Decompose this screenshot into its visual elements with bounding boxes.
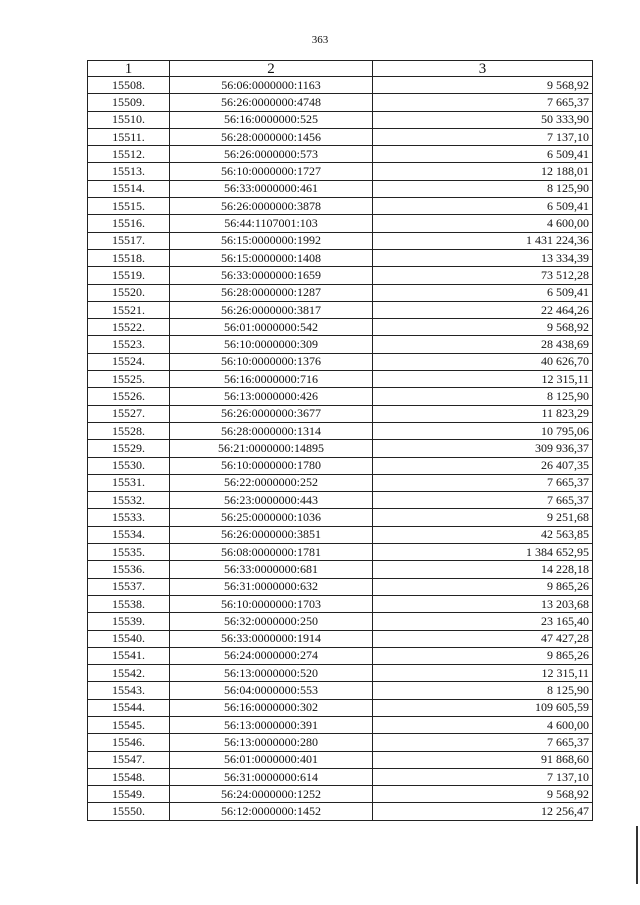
value-cell: 309 936,37 — [373, 440, 593, 457]
table-row — [88, 578, 593, 595]
column-header-2: 2 — [170, 61, 373, 77]
row-number-cell: 15511. — [88, 128, 170, 145]
row-number-cell: 15517. — [88, 232, 170, 249]
value-cell: 22 464,26 — [373, 301, 593, 318]
row-number-cell: 15550. — [88, 803, 170, 820]
cadastral-number-cell: 56:21:0000000:14895 — [170, 440, 373, 457]
row-number-cell: 15539. — [88, 613, 170, 630]
cadastral-number-cell: 56:16:0000000:302 — [170, 699, 373, 716]
value-cell: 7 665,37 — [373, 474, 593, 491]
cadastral-number-cell: 56:24:0000000:274 — [170, 647, 373, 664]
table-row — [88, 716, 593, 733]
row-number-cell: 15515. — [88, 198, 170, 215]
table-row — [88, 440, 593, 457]
row-number-cell: 15538. — [88, 595, 170, 612]
row-number-cell: 15532. — [88, 492, 170, 509]
row-number-cell: 15512. — [88, 146, 170, 163]
table-row — [88, 371, 593, 388]
row-number-cell: 15519. — [88, 267, 170, 284]
cadastral-number-cell: 56:33:0000000:461 — [170, 180, 373, 197]
table-row — [88, 734, 593, 751]
table-row — [88, 630, 593, 647]
row-number-cell: 15540. — [88, 630, 170, 647]
table-row — [88, 561, 593, 578]
row-number-cell: 15548. — [88, 768, 170, 785]
cadastral-number-cell: 56:28:0000000:1314 — [170, 422, 373, 439]
table-row — [88, 768, 593, 785]
value-cell: 9 865,26 — [373, 647, 593, 664]
value-cell: 6 509,41 — [373, 198, 593, 215]
table-row — [88, 595, 593, 612]
row-number-cell: 15527. — [88, 405, 170, 422]
value-cell: 12 315,11 — [373, 371, 593, 388]
cadastral-number-cell: 56:26:0000000:3851 — [170, 526, 373, 543]
table-row — [88, 353, 593, 370]
value-cell: 12 315,11 — [373, 665, 593, 682]
row-number-cell: 15514. — [88, 180, 170, 197]
row-number-cell: 15543. — [88, 682, 170, 699]
table-row — [88, 180, 593, 197]
value-cell: 13 203,68 — [373, 595, 593, 612]
row-number-cell: 15541. — [88, 647, 170, 664]
table-row — [88, 128, 593, 145]
table-row — [88, 474, 593, 491]
row-number-cell: 15534. — [88, 526, 170, 543]
table-row — [88, 267, 593, 284]
table-row — [88, 803, 593, 820]
row-number-cell: 15522. — [88, 319, 170, 336]
cadastral-number-cell: 56:10:0000000:1727 — [170, 163, 373, 180]
table-row — [88, 457, 593, 474]
row-number-cell: 15521. — [88, 301, 170, 318]
cadastral-number-cell: 56:44:1107001:103 — [170, 215, 373, 232]
cadastral-number-cell: 56:10:0000000:1780 — [170, 457, 373, 474]
value-cell: 7 137,10 — [373, 768, 593, 785]
table-row — [88, 699, 593, 716]
cadastral-number-cell: 56:26:0000000:3878 — [170, 198, 373, 215]
value-cell: 7 137,10 — [373, 128, 593, 145]
row-number-cell: 15526. — [88, 388, 170, 405]
table-row — [88, 336, 593, 353]
value-cell: 7 665,37 — [373, 734, 593, 751]
cadastral-number-cell: 56:01:0000000:542 — [170, 319, 373, 336]
value-cell: 73 512,28 — [373, 267, 593, 284]
value-cell: 8 125,90 — [373, 682, 593, 699]
table-row — [88, 198, 593, 215]
cadastral-number-cell: 56:08:0000000:1781 — [170, 544, 373, 561]
value-cell: 1 431 224,36 — [373, 232, 593, 249]
row-number-cell: 15547. — [88, 751, 170, 768]
value-cell: 13 334,39 — [373, 249, 593, 266]
cadastral-number-cell: 56:16:0000000:716 — [170, 371, 373, 388]
cadastral-number-cell: 56:26:0000000:4748 — [170, 94, 373, 111]
value-cell: 9 568,92 — [373, 786, 593, 803]
table-row — [88, 232, 593, 249]
row-number-cell: 15535. — [88, 544, 170, 561]
cadastral-number-cell: 56:26:0000000:3677 — [170, 405, 373, 422]
cadastral-number-cell: 56:10:0000000:1703 — [170, 595, 373, 612]
cadastral-number-cell: 56:26:0000000:573 — [170, 146, 373, 163]
cadastral-number-cell: 56:15:0000000:1408 — [170, 249, 373, 266]
row-number-cell: 15508. — [88, 77, 170, 94]
cadastral-number-cell: 56:28:0000000:1287 — [170, 284, 373, 301]
value-cell: 14 228,18 — [373, 561, 593, 578]
table-row — [88, 682, 593, 699]
table-row — [88, 146, 593, 163]
cadastral-number-cell: 56:31:0000000:632 — [170, 578, 373, 595]
cadastral-number-cell: 56:31:0000000:614 — [170, 768, 373, 785]
value-cell: 42 563,85 — [373, 526, 593, 543]
row-number-cell: 15523. — [88, 336, 170, 353]
table-row — [88, 544, 593, 561]
row-number-cell: 15513. — [88, 163, 170, 180]
value-cell: 4 600,00 — [373, 215, 593, 232]
cadastral-number-cell: 56:16:0000000:525 — [170, 111, 373, 128]
row-number-cell: 15518. — [88, 249, 170, 266]
table-row — [88, 786, 593, 803]
row-number-cell: 15529. — [88, 440, 170, 457]
table-row — [88, 111, 593, 128]
table-row — [88, 94, 593, 111]
value-cell: 6 509,41 — [373, 146, 593, 163]
table-row — [88, 492, 593, 509]
row-number-cell: 15524. — [88, 353, 170, 370]
row-number-cell: 15549. — [88, 786, 170, 803]
value-cell: 9 568,92 — [373, 77, 593, 94]
scan-edge-mark — [636, 826, 638, 884]
table-row — [88, 319, 593, 336]
row-number-cell: 15510. — [88, 111, 170, 128]
row-number-cell: 15509. — [88, 94, 170, 111]
table-row — [88, 301, 593, 318]
cadastral-number-cell: 56:33:0000000:681 — [170, 561, 373, 578]
table-row — [88, 751, 593, 768]
row-number-cell: 15536. — [88, 561, 170, 578]
cadastral-number-cell: 56:24:0000000:1252 — [170, 786, 373, 803]
table-row — [88, 509, 593, 526]
value-cell: 50 333,90 — [373, 111, 593, 128]
table-row — [88, 422, 593, 439]
row-number-cell: 15530. — [88, 457, 170, 474]
cadastral-number-cell: 56:32:0000000:250 — [170, 613, 373, 630]
column-header-1: 1 — [88, 61, 170, 77]
table-row — [88, 647, 593, 664]
page-number: 363 — [311, 34, 329, 46]
row-number-cell: 15516. — [88, 215, 170, 232]
cadastral-number-cell: 56:13:0000000:520 — [170, 665, 373, 682]
cadastral-number-cell: 56:13:0000000:391 — [170, 716, 373, 733]
row-number-cell: 15520. — [88, 284, 170, 301]
table-row — [88, 77, 593, 94]
row-number-cell: 15531. — [88, 474, 170, 491]
table-body — [88, 77, 593, 821]
register-table — [87, 60, 593, 821]
row-number-cell: 15545. — [88, 716, 170, 733]
value-cell: 28 438,69 — [373, 336, 593, 353]
column-header-3: 3 — [373, 61, 593, 77]
cadastral-number-cell: 56:28:0000000:1456 — [170, 128, 373, 145]
cadastral-number-cell: 56:22:0000000:252 — [170, 474, 373, 491]
row-number-cell: 15537. — [88, 578, 170, 595]
row-number-cell: 15542. — [88, 665, 170, 682]
value-cell: 47 427,28 — [373, 630, 593, 647]
value-cell: 8 125,90 — [373, 388, 593, 405]
value-cell: 26 407,35 — [373, 457, 593, 474]
value-cell: 40 626,70 — [373, 353, 593, 370]
cadastral-number-cell: 56:12:0000000:1452 — [170, 803, 373, 820]
value-cell: 91 868,60 — [373, 751, 593, 768]
table-row — [88, 665, 593, 682]
cadastral-number-cell: 56:26:0000000:3817 — [170, 301, 373, 318]
row-number-cell: 15533. — [88, 509, 170, 526]
value-cell: 4 600,00 — [373, 716, 593, 733]
row-number-cell: 15544. — [88, 699, 170, 716]
value-cell: 109 605,59 — [373, 699, 593, 716]
value-cell: 11 823,29 — [373, 405, 593, 422]
cadastral-number-cell: 56:13:0000000:280 — [170, 734, 373, 751]
cadastral-number-cell: 56:33:0000000:1659 — [170, 267, 373, 284]
table-row — [88, 215, 593, 232]
row-number-cell: 15525. — [88, 371, 170, 388]
cadastral-number-cell: 56:23:0000000:443 — [170, 492, 373, 509]
header-row — [88, 61, 593, 77]
value-cell: 1 384 652,95 — [373, 544, 593, 561]
value-cell: 8 125,90 — [373, 180, 593, 197]
row-number-cell: 15528. — [88, 422, 170, 439]
value-cell: 9 865,26 — [373, 578, 593, 595]
cadastral-number-cell: 56:10:0000000:1376 — [170, 353, 373, 370]
row-number-cell: 15546. — [88, 734, 170, 751]
value-cell: 23 165,40 — [373, 613, 593, 630]
table-row — [88, 405, 593, 422]
table-row — [88, 526, 593, 543]
table-row — [88, 163, 593, 180]
cadastral-number-cell: 56:33:0000000:1914 — [170, 630, 373, 647]
table-row — [88, 249, 593, 266]
cadastral-number-cell: 56:13:0000000:426 — [170, 388, 373, 405]
cadastral-number-cell: 56:10:0000000:309 — [170, 336, 373, 353]
value-cell: 7 665,37 — [373, 94, 593, 111]
value-cell: 9 568,92 — [373, 319, 593, 336]
table-row — [88, 388, 593, 405]
value-cell: 10 795,06 — [373, 422, 593, 439]
value-cell: 7 665,37 — [373, 492, 593, 509]
value-cell: 6 509,41 — [373, 284, 593, 301]
cadastral-number-cell: 56:25:0000000:1036 — [170, 509, 373, 526]
table-row — [88, 284, 593, 301]
cadastral-number-cell: 56:06:0000000:1163 — [170, 77, 373, 94]
value-cell: 12 188,01 — [373, 163, 593, 180]
table-row — [88, 613, 593, 630]
cadastral-number-cell: 56:15:0000000:1992 — [170, 232, 373, 249]
value-cell: 12 256,47 — [373, 803, 593, 820]
cadastral-number-cell: 56:04:0000000:553 — [170, 682, 373, 699]
value-cell: 9 251,68 — [373, 509, 593, 526]
cadastral-number-cell: 56:01:0000000:401 — [170, 751, 373, 768]
